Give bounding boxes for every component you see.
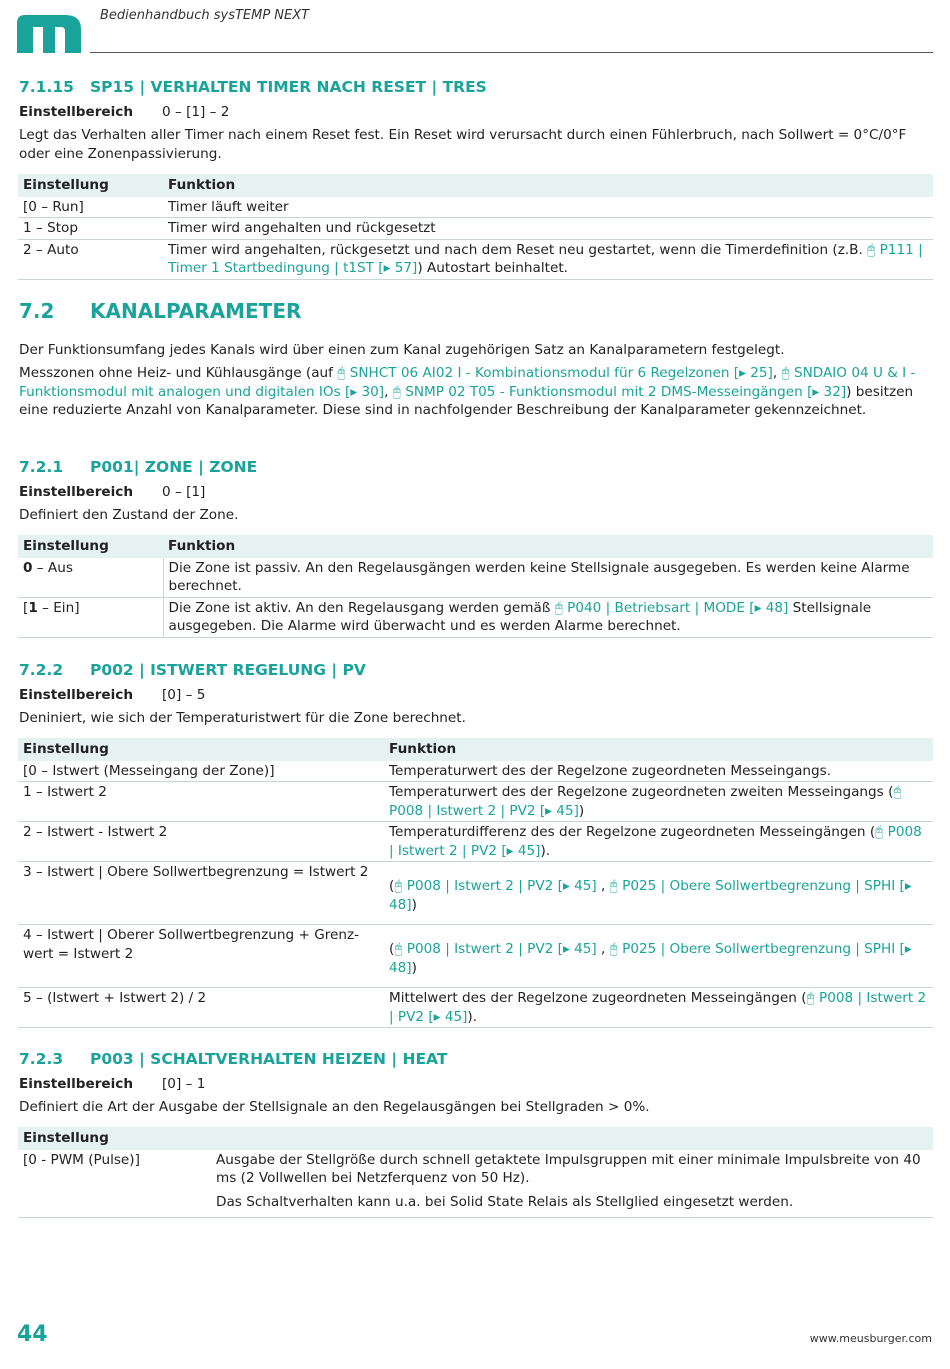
section-description: Definiert die Art der Ausgabe der Stellsignale an den Regelausgängen bei Stellgraden > 0%. xyxy=(19,1099,650,1115)
table-row: [1 – Ein] Die Zone ist aktiv. An den Regelausgang werden gemäß 🖰 P040 | Betriebsart | MODE [▸ 48] Stellsignale ausgegeben. Die Alarme wird überwacht und es werden Alarme berechnet. xyxy=(18,597,933,637)
settings-table-p001 xyxy=(18,535,933,638)
section-heading-p003: 7.2.3 P003 | SCHALTVERHALTEN HEIZEN | HEAT xyxy=(19,1050,448,1068)
section-description: Legt das Verhalten aller Timer nach einem Reset fest. Ein Reset wird verursacht durch einen Fühlerbruch, nach Sollwert = 0°C/0°F oder eine Zonenpassivierung. xyxy=(19,127,907,162)
meusburger-logo xyxy=(17,15,81,53)
column-header: Einstellung xyxy=(18,1127,933,1150)
cross-reference-link[interactable]: 🖰 SNDAIO 04 U & I - Funktionsmodul mit analogen und digitalen IOs [▸ 30] xyxy=(19,365,916,400)
header-title: Bedienhandbuch sysTEMP NEXT xyxy=(100,8,310,23)
column-header: Funktion xyxy=(163,174,933,197)
paragraph: Messzonen ohne Heiz- und Kühlausgänge (auf 🖰 SNHCT 06 AI02 I - Kombinationsmodul für 6 Regelzonen [▸ 25], 🖰 SNDAIO 04 U & I - Funktionsmodul mit analogen und digitalen IOs [▸ 30], 🖰 SNMP 02 T05 - Funktionsmodul mit 2 DMS-Messeingängen [▸ 32]) besitzen eine reduzierte Anzahl von Kanalparameter. Diese sind in nachfolgender Beschreibung der Kanalparameter gekennzeichnet. xyxy=(19,365,916,418)
section-description: Deniniert, wie sich der Temperaturistwert für die Zone berechnet. xyxy=(19,710,466,726)
table-row: [0 - PWM (Pulse)] Ausgabe der Stellgröße durch schnell getaktete Impulsgruppen mit einer minimale Impulsbreite von 40 ms (2 Vollwellen bei Netzferquenz von 50 Hz). Das Schaltverhalten kann u.a. bei Solid State Relais als Stellglied eingesetzt werden. xyxy=(18,1150,933,1218)
chapter-heading-kanalparameter: 7.2 KANALPARAMETER xyxy=(19,299,302,323)
column-header: Einstellung xyxy=(18,535,163,558)
column-header: Funktion xyxy=(163,535,933,558)
table-row: 1 – Stop Timer wird angehalten und rückgesetzt xyxy=(18,218,933,240)
table-row: 3 – Istwert | Obere Sollwertbegrenzung = Istwert 2 (🖰 P008 | Istwert 2 | PV2 [▸ 45] , 🖰 P025 | Obere Sollwertbegrenzung | SPHI [▸ 48]) xyxy=(18,862,933,925)
section-heading-sp15: 7.1.15 SP15 | VERHALTEN TIMER NACH RESET | TRES xyxy=(19,78,487,96)
setting-range: Einstellbereich [0] – 5 xyxy=(19,687,206,703)
setting-range: Einstellbereich [0] – 1 xyxy=(19,1076,206,1092)
table-row: 0 – Aus Die Zone ist passiv. An den Regelausgängen werden keine Stellsignale ausgegeben. Es werden keine Alarme berechnet. xyxy=(18,558,933,598)
settings-table-sp15 xyxy=(18,174,933,280)
section-description: Definiert den Zustand der Zone. xyxy=(19,507,239,523)
column-header: Funktion xyxy=(384,738,933,761)
table-row: 5 – (Istwert + Istwert 2) / 2 Mittelwert des der Regelzone zugeordneten Messeingängen (🖰 P008 | Istwert 2 | PV2 [▸ 45]). xyxy=(18,988,933,1028)
setting-range: Einstellbereich 0 – [1] – 2 xyxy=(19,104,230,120)
section-heading-p001: 7.2.1 P001| ZONE | ZONE xyxy=(19,458,258,476)
setting-range: Einstellbereich 0 – [1] xyxy=(19,484,206,500)
settings-table-p002 xyxy=(18,738,933,1028)
cross-reference-link[interactable]: 🖰 P008 | Istwert 2 | PV2 [▸ 45] xyxy=(394,878,597,894)
cross-reference-link[interactable]: 🖰 P040 | Betriebsart | MODE [▸ 48] xyxy=(554,599,789,616)
cross-reference-link[interactable]: 🖰 P008 | Istwert 2 | PV2 [▸ 45] xyxy=(394,941,597,957)
settings-table-p003 xyxy=(18,1127,933,1218)
table-row: [0 – Run] Timer läuft weiter xyxy=(18,197,933,218)
column-header: Einstellung xyxy=(18,738,384,761)
table-row: 4 – Istwert | Oberer Sollwertbegrenzung + Grenzwert = Istwert 2 (🖰 P008 | Istwert 2 | PV2 [▸ 45] , 🖰 P025 | Obere Sollwertbegrenzung | SPHI [▸ 48]) xyxy=(18,925,933,988)
cross-reference-link[interactable]: 🖰 P008 | Istwert 2 | PV2 [▸ 45] xyxy=(389,784,902,819)
cross-reference-link[interactable]: 🖰 P008 | Istwert 2 | PV2 [▸ 45] xyxy=(389,824,922,859)
cross-reference-link[interactable]: 🖰 P025 | Obere Sollwertbegrenzung | SPHI [▸ 48] xyxy=(389,941,912,976)
footer-url[interactable]: www.meusburger.com xyxy=(809,1332,932,1345)
table-row: 2 – Auto Timer wird angehalten, rückgesetzt und nach dem Reset neu gestartet, wenn die Timerdefinition (z.B. 🖰 P111 | Timer 1 Startbedingung | t1ST [▸ 57]) Autostart beinhaltet. xyxy=(18,239,933,279)
table-row: [0 – Istwert (Messeingang der Zone)] Temperaturwert des der Regelzone zugeordneten Messeingangs. xyxy=(18,761,933,782)
cross-reference-link[interactable]: 🖰 P008 | Istwert 2 | PV2 [▸ 45] xyxy=(389,990,927,1025)
section-heading-p002: 7.2.2 P002 | ISTWERT REGELUNG | PV xyxy=(19,661,366,679)
header-divider xyxy=(90,52,933,53)
table-row: 1 – Istwert 2 Temperaturwert des der Regelzone zugeordneten zweiten Messeingangs (🖰 P008 | Istwert 2 | PV2 [▸ 45]) xyxy=(18,782,933,822)
paragraph: Der Funktionsumfang jedes Kanals wird über einen zum Kanal zugehörigen Satz an Kanalparametern festgelegt. xyxy=(19,342,785,358)
table-row: 2 – Istwert - Istwert 2 Temperaturdifferenz des der Regelzone zugeordneten Messeingängen (🖰 P008 | Istwert 2 | PV2 [▸ 45]). xyxy=(18,822,933,862)
cross-reference-link[interactable]: 🖰 SNMP 02 T05 - Funktionsmodul mit 2 DMS-Messeingängen [▸ 32] xyxy=(392,383,847,400)
column-header: Einstellung xyxy=(18,174,163,197)
cross-reference-link[interactable]: 🖰 P025 | Obere Sollwertbegrenzung | SPHI [▸ 48] xyxy=(389,878,912,913)
cross-reference-link[interactable]: 🖰 SNHCT 06 AI02 I - Kombinationsmodul für 6 Regelzonen [▸ 25] xyxy=(337,365,773,381)
cross-reference-link[interactable]: 🖰 P111 | Timer 1 Startbedingung | t1ST [▸ 57] xyxy=(168,241,923,276)
page-number: 44 xyxy=(17,1322,48,1347)
